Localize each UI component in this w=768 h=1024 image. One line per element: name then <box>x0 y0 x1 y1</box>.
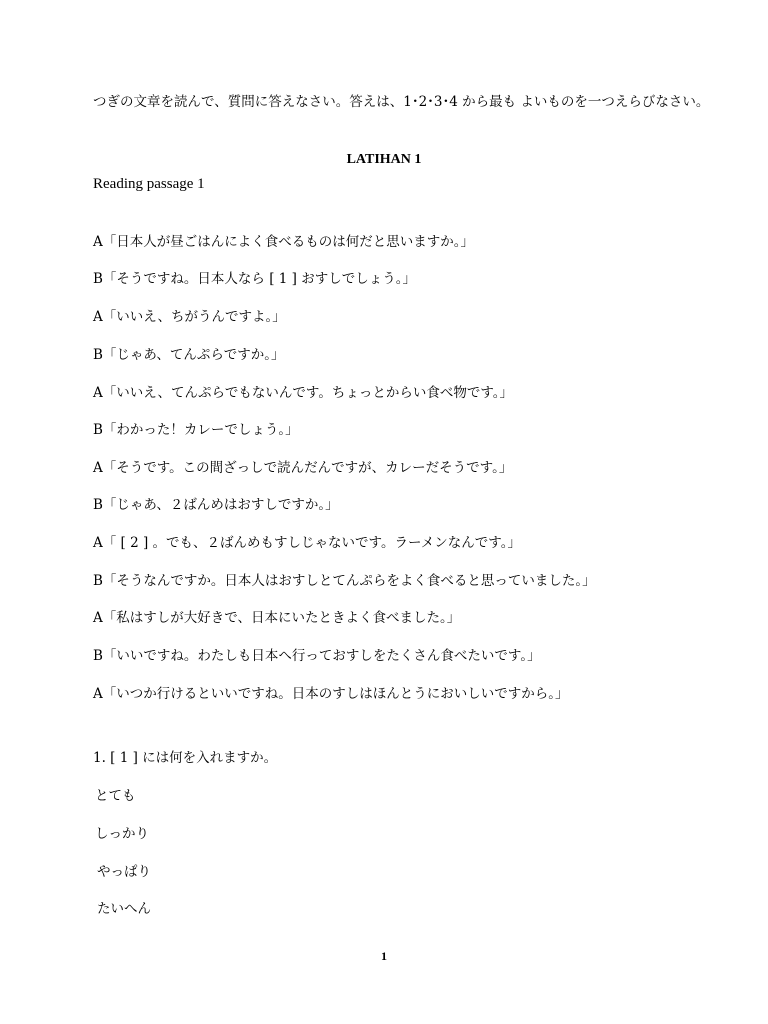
instruction-text: つぎの文章を読んで、質問に答えなさい。答えは、1･2･3･4 から最も よいものを一つえらびなさい。 <box>93 94 710 110</box>
dialogue-line: B「じゃあ、てんぷらですか。」 <box>93 347 285 363</box>
page-number: 1 <box>381 949 387 963</box>
page-title: LATIHAN 1 <box>346 152 422 167</box>
question-text: 1. [ 1 ] には何を入れますか。 <box>93 750 278 766</box>
passage-subtitle: Reading passage 1 <box>93 176 205 192</box>
dialogue-line: B「そうですね。日本人なら [ 1 ] おすしでしょう。」 <box>93 271 416 287</box>
dialogue-line: A「 [ 2 ] 。でも、２ばんめもすしじゃないです。ラーメンなんです。」 <box>93 535 521 551</box>
answer-option: たいへん <box>97 901 151 917</box>
dialogue-line: B「そうなんですか。日本人はおすしとてんぷらをよく食べると思っていました。」 <box>93 573 596 589</box>
answer-option: やっぱり <box>97 864 151 880</box>
dialogue-line: A「いいえ、ちがうんですよ。」 <box>93 309 286 325</box>
dialogue-line: A「そうです。この間ざっしで読んだんですが、カレーだそうです。」 <box>93 460 513 476</box>
dialogue-line: A「いつか行けるといいですね。日本のすしはほんとうにおいしいですから。」 <box>93 686 569 702</box>
dialogue-line: B「じゃあ、２ばんめはおすしですか。」 <box>93 497 339 513</box>
answer-option: とても <box>95 788 136 804</box>
dialogue-line: B「わかった！カレーでしょう。」 <box>93 422 299 438</box>
dialogue-line: A「日本人が昼ごはんによく食べるものは何だと思いますか。」 <box>93 234 474 250</box>
dialogue-line: B「いいですね。わたしも日本へ行っておすしをたくさん食べたいです。」 <box>93 648 541 664</box>
dialogue-line: A「私はすしが大好きで、日本にいたときよく食べました。」 <box>93 610 461 626</box>
answer-option: しっかり <box>95 826 149 842</box>
dialogue-line: A「いいえ、てんぷらでもないんです。ちょっとからい食べ物です。」 <box>93 385 514 401</box>
